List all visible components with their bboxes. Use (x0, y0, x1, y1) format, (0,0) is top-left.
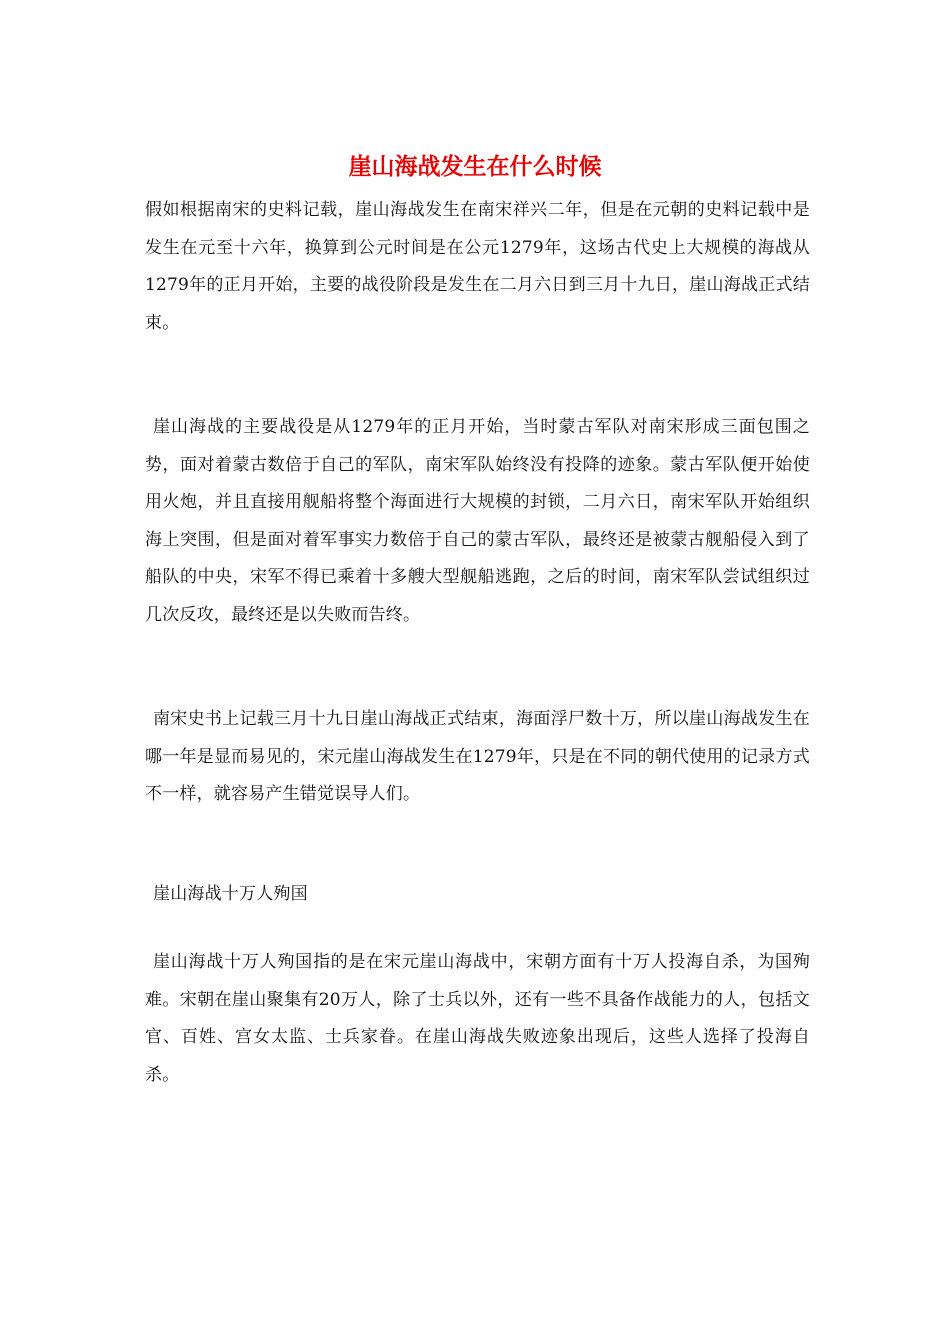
paragraph-martyrdom: 崖山海战十万人殉国指的是在宋元崖山海战中，宋朝方面有十万人投海自杀，为国殉难。宋朝在崖山聚集有20万人，除了士兵以外，还有一些不具备作战能力的人，包括文官、百姓、宫女太监、士兵家眷。在崖山海战失败迹象出现后，这些人选择了投海自杀。 (145, 952, 810, 1085)
paragraph-date-of-battle: 假如根据南宋的史料记载，崖山海战发生在南宋祥兴二年，但是在元朝的史料记载中是发生在元至十六年，换算到公元时间是在公元1279年，这场古代史上大规模的海战从1279年的正月开始，主要的战役阶段是发生在二月六日到三月十九日，崖山海战正式结束。 (145, 200, 810, 333)
paragraph-end-of-battle: 南宋史书上记载三月十九日崖山海战正式结束，海面浮尸数十万，所以崖山海战发生在哪一年是显而易见的，宋元崖山海战发生在1279年，只是在不同的朝代使用的记录方式不一样，就容易产生错觉误导人们。 (145, 709, 810, 804)
section-heading-martyrdom: 崖山海战十万人殉国 (153, 884, 308, 904)
document-title: 崖山海战发生在什么时候 (348, 153, 602, 180)
paragraph-main-campaign: 崖山海战的主要战役是从1279年的正月开始，当时蒙古军队对南宋形成三面包围之势，面对着蒙古数倍于自己的军队，南宋军队始终没有投降的迹象。蒙古军队便开始使用火炮，并且直接用舰船将整个海面进行大规模的封锁，二月六日，南宋军队开始组织海上突围，但是面对着军事实力数倍于自己的蒙古军队，最终还是被蒙古舰船侵入到了船队的中央，宋军不得已乘着十多艘大型舰船逃跑，之后的时间，南宋军队尝试组织过几次反攻，最终还是以失败而告终。 (145, 417, 810, 625)
